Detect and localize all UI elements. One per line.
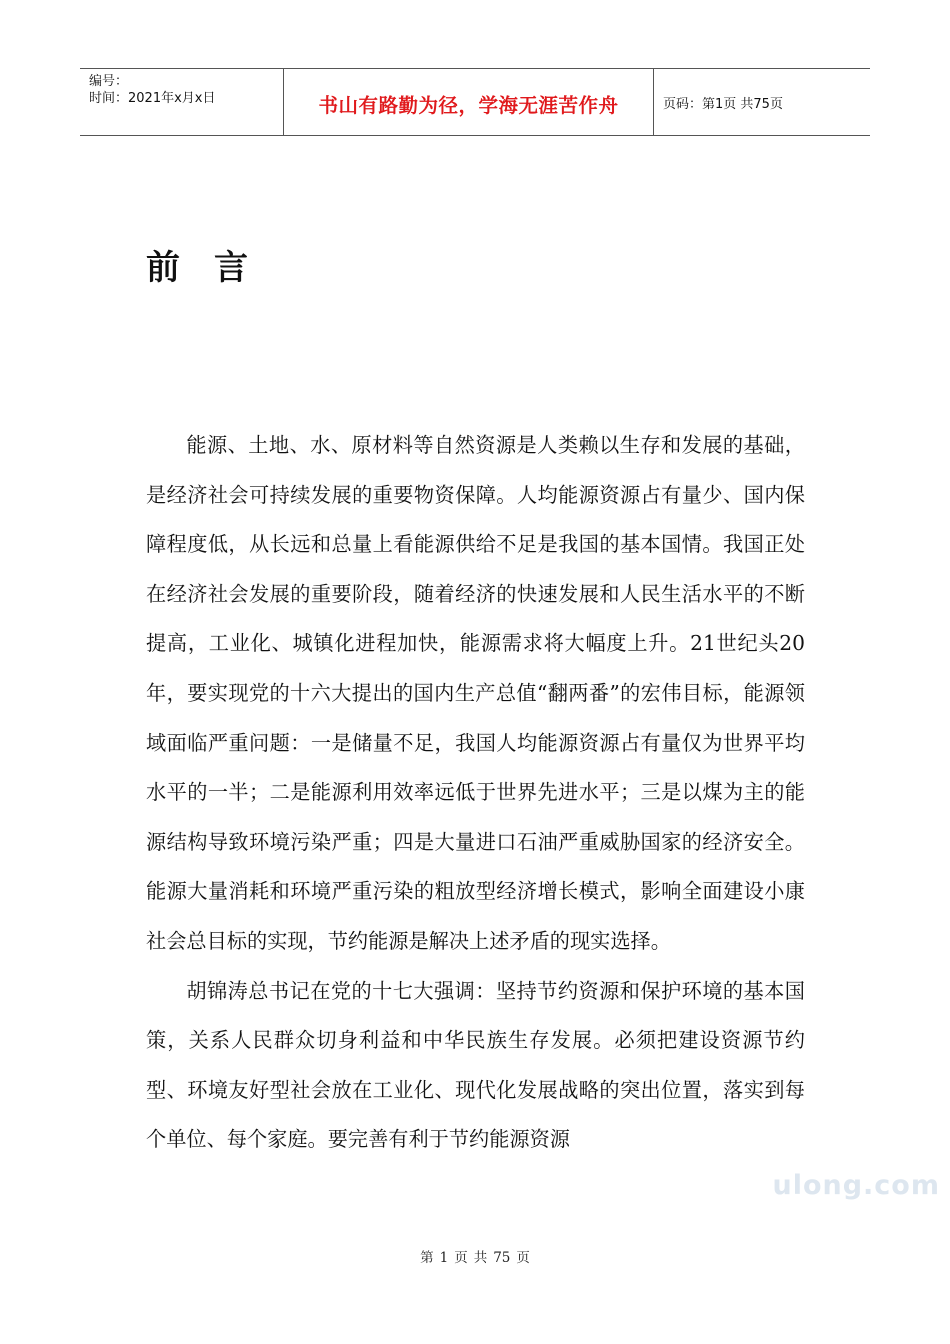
page-footer [0,1246,950,1266]
footer-page-number: 1 [439,1250,449,1266]
header-meta [80,69,283,135]
page-info-text: 页码：第1页 共75页 [663,96,783,112]
footer-gong: 共 [473,1250,488,1266]
paragraph: 能源、土地、水、原材料等自然资源是人类赖以生存和发展的基础，是经济社会可持续发展的重要物资保障。人均能源资源占有量少、国内保障程度低，从长远和总量上看能源供给不足是我国的基本国情。我国正处在经济社会发展的重要阶段，随着经济的快速发展和人民生活水平的不断提高，工业化、城镇化进程加快，能源需求将大幅度上升。21世纪头20年，要实现党的十六大提出的国内生产总值“翻两番”的宏伟目标，能源领域面临严重问题：一是储量不足，我国人均能源资源占有量仅为世界平均水平的一半；二是能源利用效率远低于世界先进水平；三是以煤为主的能源结构导致环境污染严重；四是大量进口石油严重威胁国家的经济安全。能源大量消耗和环境严重污染的粗放型经济增长模式，影响全面建设小康社会总目标的实现，节约能源是解决上述矛盾的现实选择。 [146,433,805,953]
page-header [80,68,870,136]
title-char-1: 前 [146,248,180,288]
footer-di: 第 [420,1250,434,1266]
title-char-2: 言 [214,248,248,288]
watermark-text: ulong.com [772,1170,940,1201]
number-label: 编号： [89,74,129,89]
footer-total-pages: 75 [493,1250,511,1266]
page-title [146,240,248,289]
footer-ye: 页 [516,1250,530,1266]
header-page-info [654,69,870,135]
footer-ye: 页 [454,1250,468,1266]
motto-text: 书山有路勤为径，学海无涯苦作舟 [318,94,619,117]
document-body [146,421,805,1165]
time-label: 时间：2021年x月x日 [89,91,216,106]
paragraph: 胡锦涛总书记在党的十七大强调：坚持节约资源和保护环境的基本国策，关系人民群众切身利益和中华民族生存发展。必须把建设资源节约型、环境友好型社会放在工业化、现代化发展战略的突出位置，落实到每个单位、每个家庭。要完善有利于节约能源资源 [146,978,805,1152]
header-motto-cell [283,69,654,135]
